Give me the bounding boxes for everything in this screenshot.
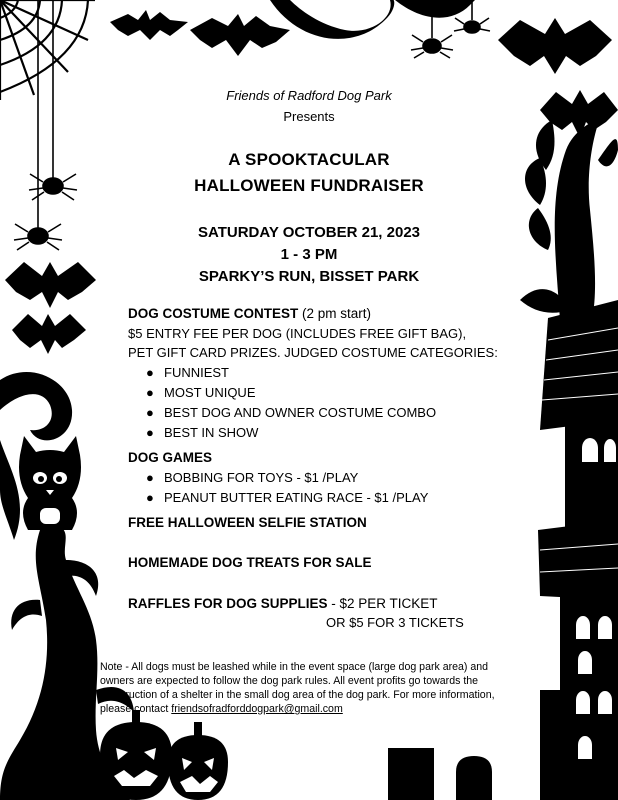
costume-contest-title: DOG COSTUME CONTEST xyxy=(128,306,299,321)
category-label: MOST UNIQUE xyxy=(164,385,256,400)
bullet-icon: ● xyxy=(146,470,154,485)
black-cat-icon xyxy=(19,436,81,530)
bullet-icon: ● xyxy=(146,425,154,440)
jack-o-lantern-icon xyxy=(100,710,228,800)
category-label: BEST IN SHOW xyxy=(164,425,259,440)
costume-contest-prizes: PET GIFT CARD PRIZES. JUDGED COSTUME CATEGORIES: xyxy=(128,345,498,360)
swirl-vine-top xyxy=(270,0,394,39)
organization-name: Friends of Radford Dog Park xyxy=(226,88,392,103)
title-line-2: HALLOWEEN FUNDRAISER xyxy=(194,176,424,195)
bullet-icon: ● xyxy=(146,490,154,505)
costume-contest-start: (2 pm start) xyxy=(298,306,372,321)
costume-contest-heading xyxy=(128,306,371,321)
contact-email-link[interactable]: friendsofradforddogpark@gmail.com xyxy=(171,703,343,715)
selfie-station: FREE HALLOWEEN SELFIE STATION xyxy=(128,515,367,530)
presents-label: Presents xyxy=(283,109,335,124)
raffles-price-1: - $2 PER TICKET xyxy=(327,596,438,611)
raffles-title: RAFFLES FOR DOG SUPPLIES xyxy=(128,596,328,611)
category-item xyxy=(146,385,256,400)
event-date: SATURDAY OCTOBER 21, 2023 xyxy=(197,224,421,241)
category-label: BEST DOG AND OWNER COSTUME COMBO xyxy=(164,405,437,420)
bullet-icon: ● xyxy=(146,365,154,380)
game-label: PEANUT BUTTER EATING RACE - $1 /PLAY xyxy=(164,490,429,505)
category-item xyxy=(146,405,436,420)
costume-contest-fee: $5 ENTRY FEE PER DOG (INCLUDES FREE GIFT BAG), xyxy=(128,326,467,341)
tombstone-icon xyxy=(388,748,492,800)
raffles-heading xyxy=(128,596,438,611)
title-line-1: A SPOOKTACULAR xyxy=(228,150,390,169)
category-label: FUNNIEST xyxy=(164,365,229,380)
bullet-icon: ● xyxy=(146,385,154,400)
dog-games-heading: DOG GAMES xyxy=(128,450,213,465)
raffles-price-2: OR $5 FOR 3 TICKETS xyxy=(326,615,464,630)
note-text: Note - All dogs must be leashed while in the event space (large dog park area) and owners are expected to follow the dog park rules. All event profits go towards the construction of a shelter in the small dog area of the dog park. For more information, please contact xyxy=(100,661,495,715)
vine-leaves-right xyxy=(520,118,618,320)
game-item xyxy=(146,470,358,485)
category-item xyxy=(146,365,229,380)
swirl-vine-top-right xyxy=(395,0,475,18)
event-location: SPARKY’S RUN, BISSET PARK xyxy=(198,268,420,285)
event-time: 1 - 3 PM xyxy=(280,246,338,263)
spider-web-icon xyxy=(0,0,95,100)
game-item xyxy=(146,490,428,505)
bullet-icon: ● xyxy=(146,405,154,420)
event-note xyxy=(100,660,525,716)
category-item xyxy=(146,425,258,440)
game-label: BOBBING FOR TOYS - $1 /PLAY xyxy=(164,470,359,485)
haunted-house-icon xyxy=(538,300,618,800)
dog-treats: HOMEMADE DOG TREATS FOR SALE xyxy=(128,555,372,570)
